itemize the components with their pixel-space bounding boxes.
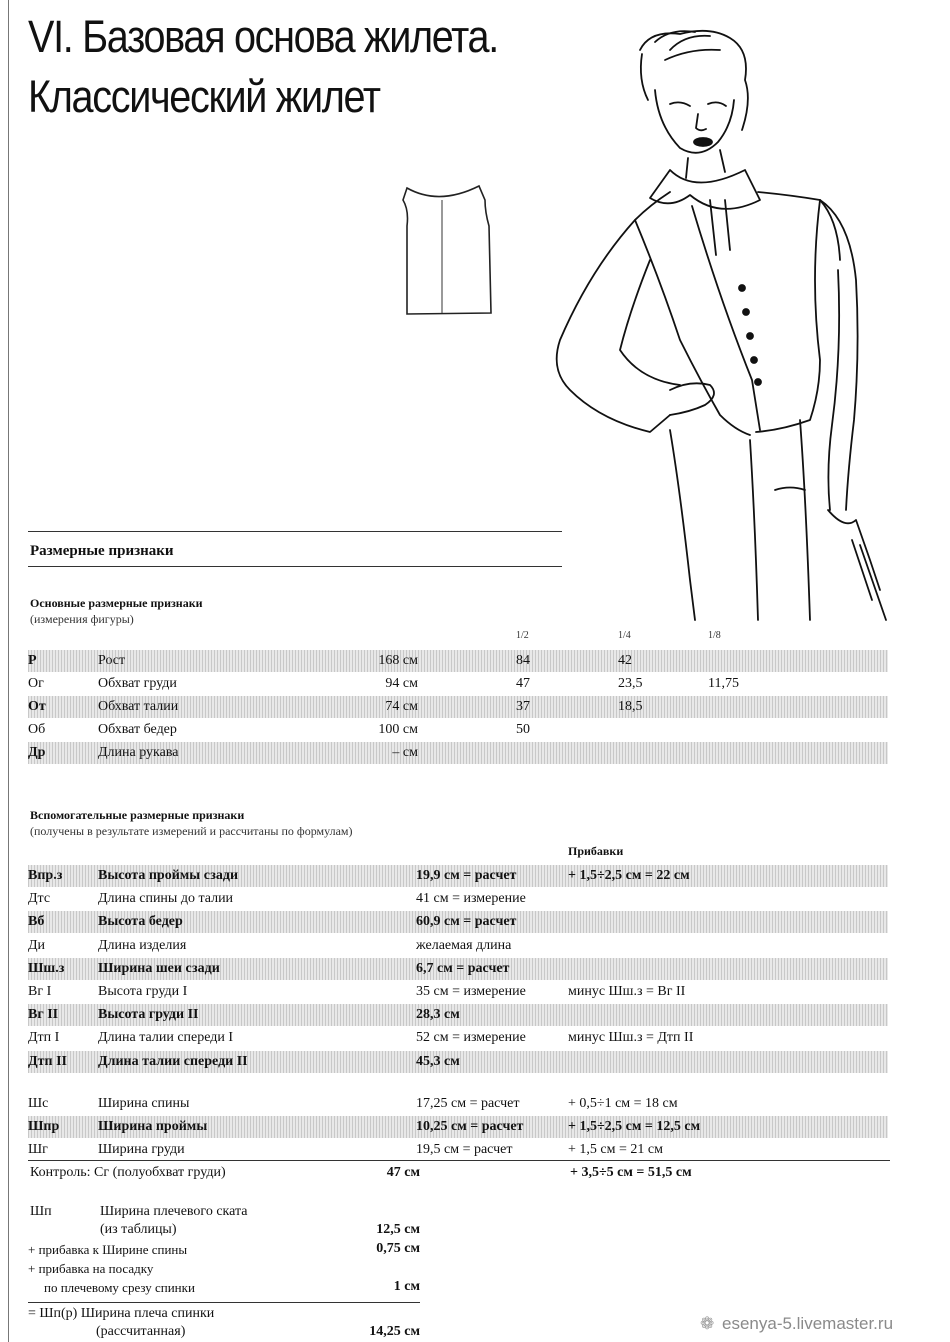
cell-f1: 50: [516, 722, 530, 737]
table-row: [28, 981, 888, 1003]
shoulder-abbr: Шп: [30, 1204, 52, 1219]
cell-abbr: Шг: [28, 1142, 48, 1157]
cell-f1: 37: [516, 699, 530, 714]
page-title-line2: Классический жилет: [28, 71, 380, 122]
fraction-eighth: 1/8: [708, 630, 721, 641]
table-row: [28, 958, 888, 980]
aux-measurements-title: Вспомогательные размерные признаки: [30, 808, 245, 822]
cell-abbr: Р: [28, 653, 37, 668]
control-label: Контроль: Сг (полуобхват груди): [30, 1165, 226, 1180]
cell-name: Обхват груди: [98, 676, 177, 691]
table-row: [28, 1139, 888, 1161]
cell-add: минус Шш.з = Вг II: [568, 984, 686, 999]
cell-abbr: Др: [28, 745, 46, 760]
cell-abbr: Впр.з: [28, 868, 63, 883]
cell-abbr: Вг II: [28, 1007, 59, 1023]
vest-back-sketch: [395, 178, 495, 323]
shoulder-plus2b: по плечевому срезу спинки: [44, 1280, 195, 1295]
cell-f3: 11,75: [708, 676, 739, 691]
cell-calc: желаемая длина: [416, 937, 512, 953]
section-rule-top: [28, 531, 562, 532]
shoulder-rule: [28, 1302, 420, 1303]
shoulder-result-value: 14,25 см: [369, 1324, 420, 1339]
cell-name: Ширина проймы: [98, 1119, 208, 1134]
table-row: [28, 1116, 888, 1138]
cell-abbr: Ог: [28, 676, 44, 691]
cell-name: Обхват талии: [98, 699, 179, 714]
fashion-figure-illustration: [520, 20, 930, 640]
cell-abbr: Дтс: [28, 891, 51, 907]
cell-value: 74 см: [385, 699, 418, 714]
aux-measurements-note: (получены в результате измерений и рассчитаны по формулам): [30, 824, 353, 838]
cell-abbr: Дтп I: [28, 1030, 60, 1046]
cell-abbr: Шс: [28, 1096, 49, 1111]
cell-name: Высота груди I: [98, 984, 188, 999]
cell-name: Длина спины до талии: [98, 891, 234, 907]
table-row: [28, 696, 888, 718]
control-value: 47 см: [386, 1165, 420, 1180]
cell-calc: 19,5 см = расчет: [416, 1142, 513, 1157]
table-row: [28, 719, 888, 741]
cell-add: + 1,5÷2,5 см = 22 см: [568, 868, 690, 883]
cell-calc: 41 см = измерение: [416, 891, 526, 907]
cell-calc: 17,25 см = расчет: [416, 1096, 520, 1111]
shoulder-plus1: + прибавка к Ширине спины: [28, 1242, 188, 1257]
table-row: [28, 1093, 888, 1115]
page-left-border: [8, 0, 9, 1342]
table-row: [28, 911, 888, 933]
fraction-quarter: 1/4: [618, 630, 631, 641]
cell-name: Длина талии спереди I: [98, 1030, 234, 1046]
shoulder-value3: 1 см: [393, 1279, 420, 1294]
table-row: [28, 673, 888, 695]
cell-f2: 42: [618, 653, 632, 668]
cell-f1: 47: [516, 676, 530, 691]
control-addition: + 3,5÷5 см = 51,5 см: [570, 1165, 692, 1180]
cell-name: Ширина груди: [98, 1142, 185, 1157]
cell-abbr: Вг I: [28, 984, 52, 999]
control-row: [30, 1162, 890, 1184]
cell-f2: 23,5: [618, 676, 643, 691]
cell-abbr: От: [28, 699, 46, 714]
cell-value: – см: [392, 745, 418, 760]
cell-name: Ширина спины: [98, 1096, 190, 1111]
table-row: [28, 935, 888, 957]
basic-measurements-title: Основные размерные признаки: [30, 596, 203, 610]
cell-add: минус Шш.з = Дтп II: [568, 1030, 694, 1046]
cell-name: Высота груди II: [98, 1007, 199, 1023]
cell-calc: 10,25 см = расчет: [416, 1119, 524, 1134]
cell-calc: 52 см = измерение: [416, 1030, 526, 1046]
cell-calc: 35 см = измерение: [416, 984, 526, 999]
cell-f2: 18,5: [618, 699, 643, 714]
cell-name: Длина талии спереди II: [98, 1053, 248, 1069]
table-row: [28, 865, 888, 887]
cell-calc: 60,9 см = расчет: [416, 914, 517, 930]
cell-name: Длина изделия: [98, 937, 187, 953]
table-row: [28, 888, 888, 910]
cell-abbr: Дтп II: [28, 1053, 67, 1069]
shoulder-line1: Ширина плечевого ската: [100, 1204, 248, 1219]
page-title-line1: VI. Базовая основа жилета.: [28, 11, 498, 62]
cell-name: Ширина шеи сзади: [98, 960, 220, 976]
cell-value: 94 см: [385, 676, 418, 691]
shoulder-result-line1: = Шп(р) Ширина плеча спинки: [28, 1306, 215, 1321]
cell-name: Длина рукава: [98, 745, 179, 760]
cell-add: + 0,5÷1 см = 18 см: [568, 1096, 678, 1111]
cell-calc: 45,3 см: [416, 1053, 460, 1069]
shoulder-result-line2: (рассчитанная): [96, 1324, 186, 1339]
cell-calc: 28,3 см: [416, 1007, 460, 1023]
cell-abbr: Вб: [28, 914, 45, 930]
cell-abbr: Шш.з: [28, 960, 65, 976]
cell-add: + 1,5 см = 21 см: [568, 1142, 663, 1157]
cell-abbr: Об: [28, 722, 46, 737]
cell-value: 168 см: [378, 653, 418, 668]
table-row: [28, 742, 888, 764]
table-row: [28, 650, 888, 672]
basic-measurements-note: (измерения фигуры): [30, 612, 134, 626]
watermark-text: esenya-5.livemaster.ru: [722, 1314, 894, 1333]
table-row: [28, 1027, 888, 1049]
additions-label: Прибавки: [568, 844, 624, 858]
fraction-half: 1/2: [516, 630, 529, 641]
cell-calc: 19,9 см = расчет: [416, 868, 517, 883]
cell-name: Рост: [98, 653, 126, 668]
cell-abbr: Шпр: [28, 1119, 60, 1134]
shoulder-value2: 0,75 см: [376, 1241, 420, 1256]
shoulder-line2: (из таблицы): [100, 1222, 177, 1237]
shoulder-value1: 12,5 см: [376, 1222, 420, 1237]
cell-abbr: Ди: [28, 937, 46, 953]
cell-value: 100 см: [378, 722, 418, 737]
control-rule: [28, 1160, 890, 1161]
watermark-icon: ❁: [700, 1314, 715, 1333]
cell-f1: 84: [516, 653, 530, 668]
cell-name: Высота бедер: [98, 914, 183, 930]
table-row: [28, 1004, 888, 1026]
section-title: Размерные признаки: [30, 543, 174, 559]
cell-add: + 1,5÷2,5 см = 12,5 см: [568, 1119, 701, 1134]
table-row: [28, 1051, 888, 1073]
shoulder-plus2: + прибавка на посадку: [28, 1261, 154, 1276]
section-rule-bottom: [28, 566, 562, 567]
cell-name: Высота проймы сзади: [98, 868, 239, 883]
cell-calc: 6,7 см = расчет: [416, 960, 510, 976]
cell-name: Обхват бедер: [98, 722, 177, 737]
